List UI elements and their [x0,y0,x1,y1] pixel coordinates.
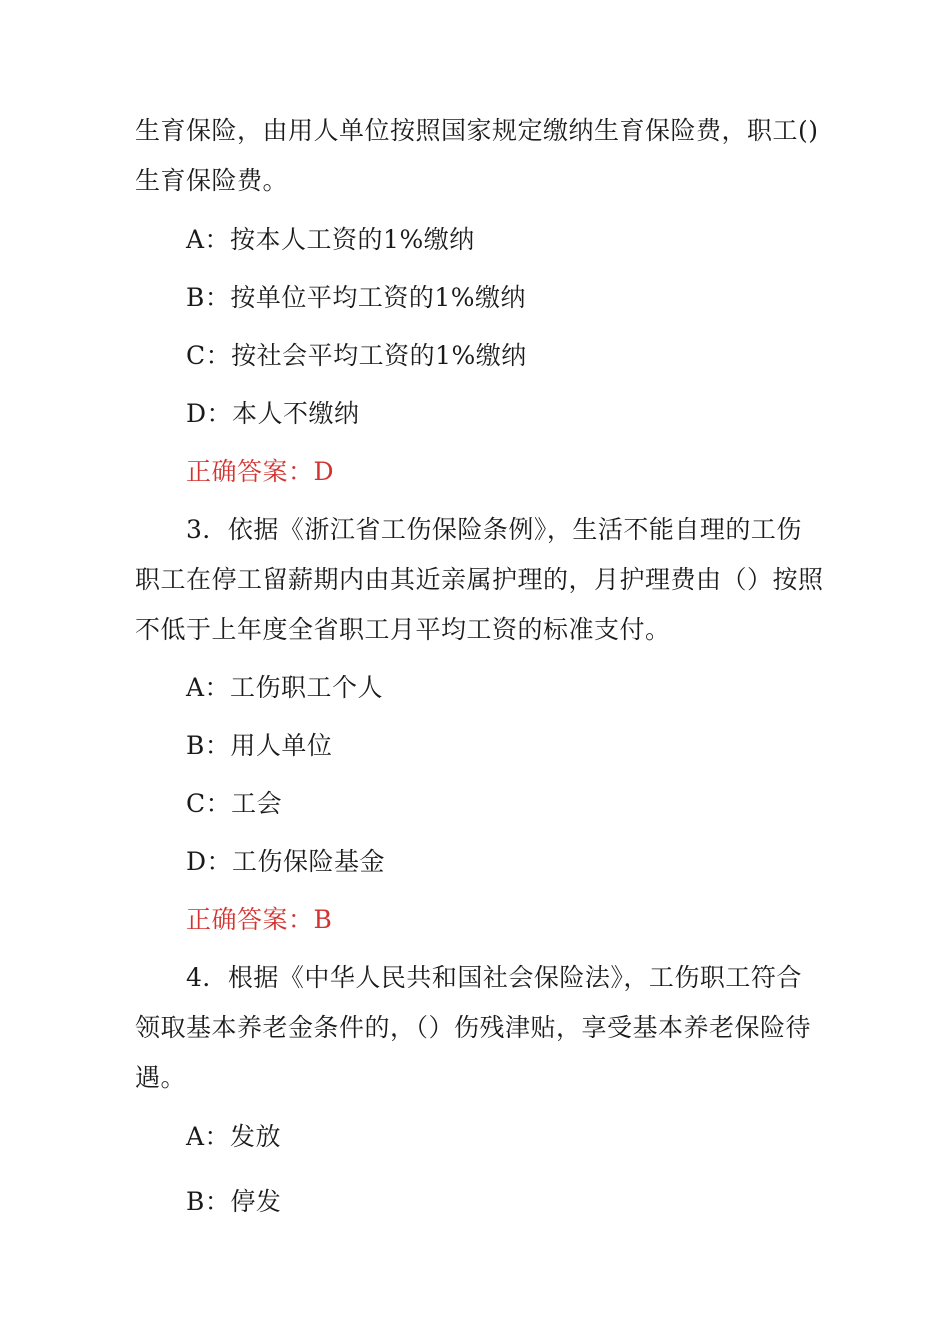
question-3-stem-line-1: 3．依据《浙江省工伤保险条例》，生活不能自理的工伤 [186,515,802,544]
question-3-answer: 正确答案：B [186,905,333,934]
question-2-answer: 正确答案：D [186,457,335,486]
question-3-option-d: D：工伤保险基金 [186,847,386,876]
question-2-option-c: C：按社会平均工资的1%缴纳 [186,341,527,370]
question-2-option-a: A：按本人工资的1%缴纳 [186,225,475,254]
question-3-option-b: B：用人单位 [186,731,333,760]
question-3-option-c: C：工会 [186,789,283,818]
question-4-option-b: B：停发 [186,1187,282,1216]
question-3-stem-line-2: 职工在停工留薪期内由其近亲属护理的，月护理费由（）按照 [135,565,824,594]
question-2-stem-line-1: 生育保险，由用人单位按照国家规定缴纳生育保险费，职工() [135,116,819,145]
question-2-stem-line-2: 生育保险费。 [135,166,289,195]
question-4-stem-line-3: 遇。 [135,1063,187,1092]
question-3-option-a: A：工伤职工个人 [186,673,384,702]
question-2-option-b: B：按单位平均工资的1%缴纳 [186,283,527,312]
question-4-option-a: A：发放 [186,1122,282,1151]
question-4-stem-line-1: 4．根据《中华人民共和国社会保险法》，工伤职工符合 [186,963,802,992]
question-3-stem-line-3: 不低于上年度全省职工月平均工资的标准支付。 [135,615,671,644]
question-4-stem-line-2: 领取基本养老金条件的，（）伤残津贴，享受基本养老保险待 [135,1013,812,1042]
question-2-option-d: D：本人不缴纳 [186,399,360,428]
